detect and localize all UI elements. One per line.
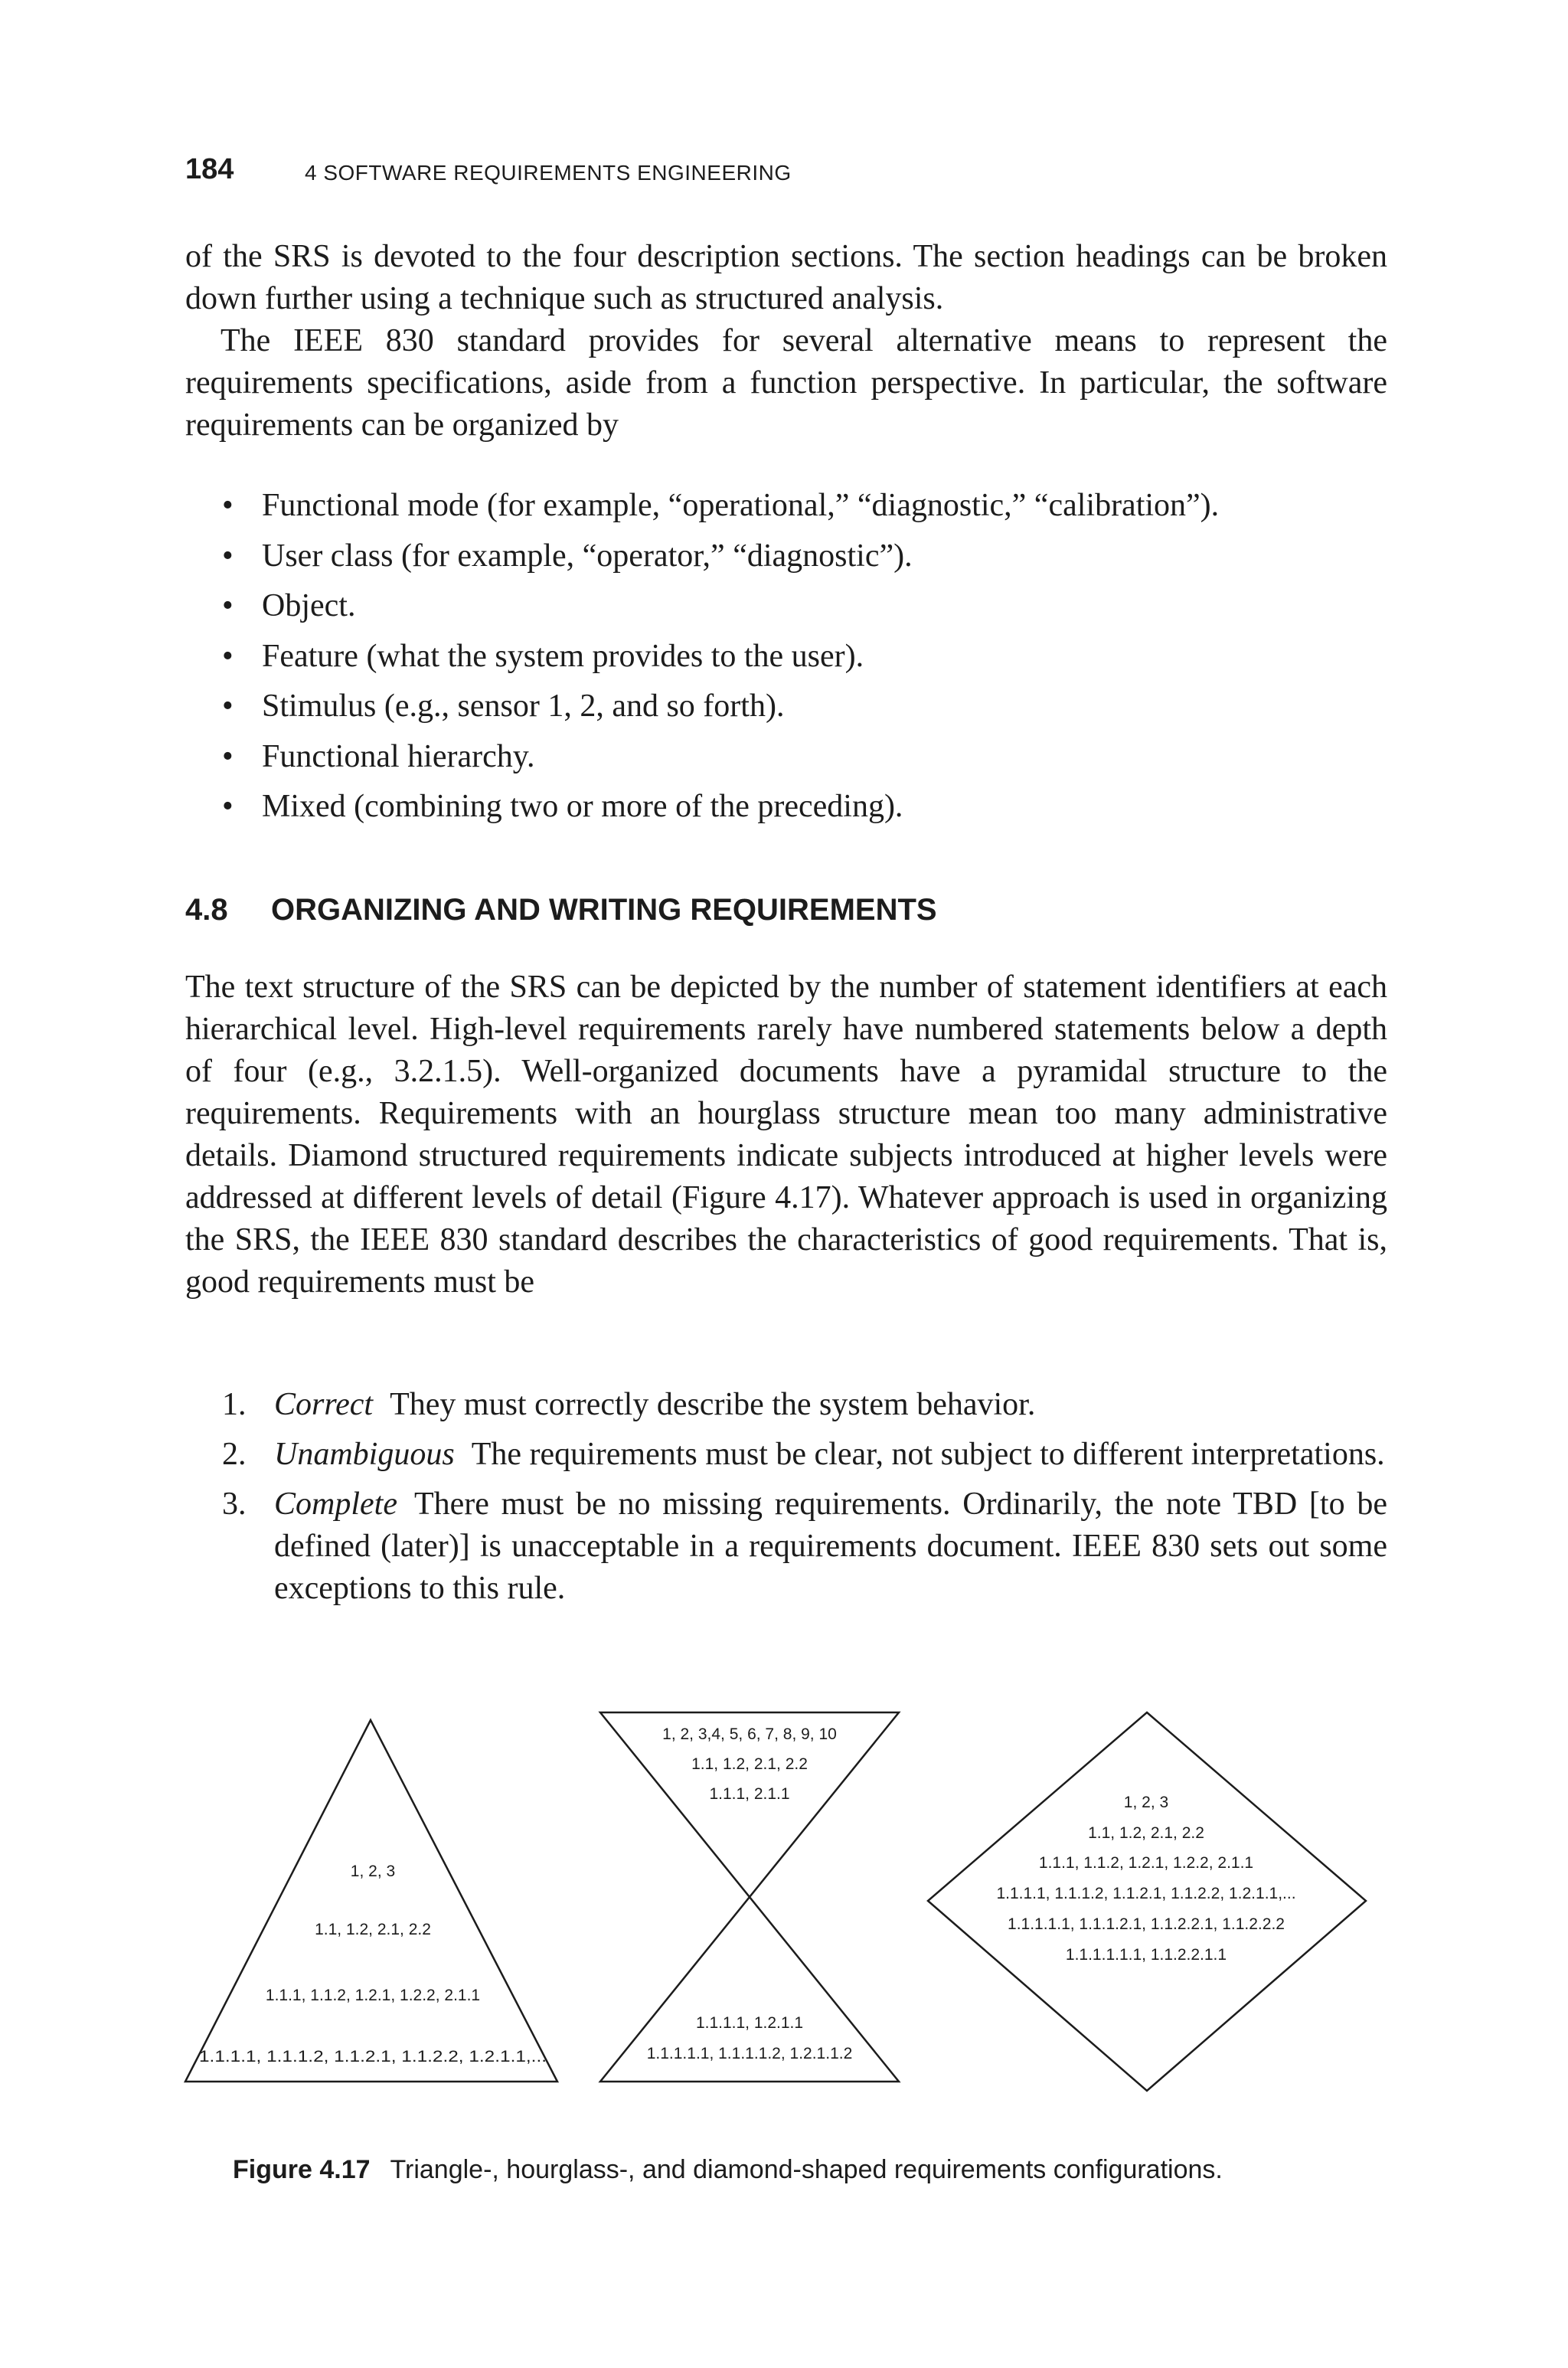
triangle-shape [185,1720,557,2082]
item-text: There must be no missing requirements. Ordinarily, the note TBD [to be defined (later)] is unacceptable in a requirements document. IEEE 830 sets out some exceptions to this rule. [274,1487,1387,1606]
diamond-level-3: 1.1.1, 1.1.2, 1.2.1, 1.2.2, 2.1.1 [1038,1854,1254,1872]
diamond-level-5: 1.1.1.1.1, 1.1.1.2.1, 1.1.2.2.1, 1.1.2.2.2 [1008,1915,1285,1933]
requirement-characteristics-list [222,1384,1387,1617]
figure-4-17 [0,1700,1568,2098]
list-item [222,1384,1387,1426]
hourglass-top-level-2: 1.1, 1.2, 2.1, 2.2 [691,1755,808,1773]
intro-paragraph-2: The IEEE 830 standard provides for several alternative means to represent the requirements specifications, aside from a function perspective. In particular, the software requirements can be organized by [185,323,1387,443]
list-item: • Stimulus (e.g., sensor 1, 2, and so forth). [222,682,1386,732]
diamond-level-6: 1.1.1.1.1.1, 1.1.2.2.1.1 [1065,1946,1227,1964]
section-title: ORGANIZING AND WRITING REQUIREMENTS [271,893,937,927]
list-item: • Functional hierarchy. [222,732,1386,783]
organization-bullet-list [222,481,1386,832]
section-body [185,966,1387,1303]
page-number: 184 [185,153,234,185]
triangle-level-4: 1.1.1.1, 1.1.1.2, 1.1.2.1, 1.1.2.2, 1.2.1.1,... [199,2048,547,2065]
list-item: • Functional mode (for example, “operational,” “diagnostic,” “calibration”). [222,481,1386,531]
hourglass-top-level-3: 1.1.1, 2.1.1 [709,1785,790,1803]
diamond-level-2: 1.1, 1.2, 2.1, 2.2 [1088,1824,1204,1842]
bullet-icon: • [222,538,234,574]
figure-caption-text: Triangle-, hourglass-, and diamond-shaped requirements configurations. [390,2155,1223,2184]
hourglass-bottom-level-1: 1.1.1.1, 1.2.1.1 [695,2014,804,2032]
running-head: 4 SOFTWARE REQUIREMENTS ENGINEERING [305,161,792,185]
item-term: Complete [274,1487,397,1522]
list-item: • Mixed (combining two or more of the preceding). [222,782,1386,832]
section-paragraph: The text structure of the SRS can be depicted by the number of statement identifiers at each hierarchical level. High-level requirements rarely have numbered statements below a depth of four (e.g., 3.2.1.5). Well-organized documents have a pyramidal structure to the requirements. Requirements with an hourglass structure mean too many administrative details. Diamond structured requirements indicate subjects introduced at higher levels were addressed at different levels of detail (Figure 4.17). Whatever approach is used in organizing the SRS, the IEEE 830 standard describes the characteristics of good requirements. That is, good requirements must be [185,970,1387,1300]
bullet-icon: • [222,688,234,724]
triangle-level-3: 1.1.1, 1.1.2, 1.2.1, 1.2.2, 2.1.1 [265,1987,481,2004]
list-item: • Feature (what the system provides to the user). [222,632,1386,682]
list-item: • Object. [222,581,1386,632]
intro-paragraph-1: of the SRS is devoted to the four description sections. The section headings can be broken down further using a technique such as structured analysis. [185,239,1387,316]
section-number: 4.8 [185,893,228,927]
section-heading [185,893,937,927]
diamond-level-1: 1, 2, 3 [1123,1794,1169,1811]
bullet-icon: • [222,638,234,674]
hourglass-top-level-1: 1, 2, 3,4, 5, 6, 7, 8, 9, 10 [662,1725,837,1743]
bullet-icon: • [222,738,234,774]
list-item [222,1483,1387,1610]
item-number: 2. [222,1437,247,1472]
bullet-icon: • [222,488,234,523]
hourglass-bottom-level-2: 1.1.1.1.1, 1.1.1.1.2, 1.2.1.1.2 [646,2045,853,2062]
list-item: • User class (for example, “operator,” “diagnostic”). [222,531,1386,582]
item-term: Unambiguous [274,1437,455,1472]
item-number: 1. [222,1387,247,1422]
list-item [222,1434,1387,1476]
item-number: 3. [222,1487,247,1522]
diamond-level-4: 1.1.1.1, 1.1.1.2, 1.1.2.1, 1.1.2.2, 1.2.1.1,... [996,1885,1296,1902]
item-term: Correct [274,1387,374,1422]
figure-caption [233,2155,1223,2185]
requirements-shapes-diagram [0,1700,1568,2098]
item-text: They must correctly describe the system behavior. [390,1387,1036,1422]
intro-text [185,236,1387,446]
page-header [185,153,1387,199]
triangle-level-2: 1.1, 1.2, 2.1, 2.2 [315,1921,431,1938]
triangle-level-1: 1, 2, 3 [350,1863,396,1880]
bullet-icon: • [222,588,234,623]
bullet-icon: • [222,789,234,824]
item-text: The requirements must be clear, not subject to different interpretations. [471,1437,1385,1472]
figure-caption-label: Figure 4.17 [233,2155,371,2184]
